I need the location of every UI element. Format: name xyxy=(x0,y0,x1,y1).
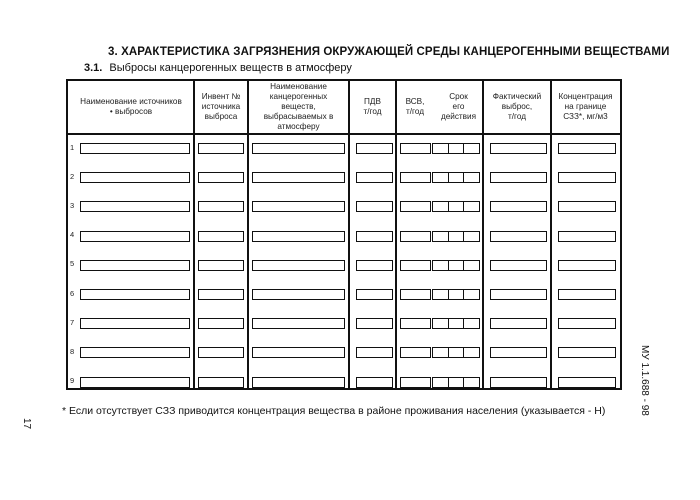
substance-name-field[interactable] xyxy=(252,231,345,242)
concentration-field[interactable] xyxy=(558,201,616,212)
validity-period-field[interactable] xyxy=(432,172,480,183)
date-segment[interactable] xyxy=(464,319,479,328)
footnote: * Если отсутствует СЗЗ приводится концентрация вещества в районе проживания населения (указывается - Н) xyxy=(62,405,606,417)
date-segment[interactable] xyxy=(449,202,465,211)
date-segment[interactable] xyxy=(449,261,465,270)
actual-emission-field[interactable] xyxy=(490,289,547,300)
pdv-field[interactable] xyxy=(356,347,393,358)
pdv-field[interactable] xyxy=(356,172,393,183)
vsv-field[interactable] xyxy=(400,377,431,388)
row-number: 9 xyxy=(70,376,75,386)
inventory-number-field[interactable] xyxy=(198,377,244,388)
concentration-field[interactable] xyxy=(558,231,616,242)
header-concentration: Концентрация на границе СЗЗ*, мг/м3 xyxy=(558,92,613,121)
vsv-field[interactable] xyxy=(400,143,431,154)
actual-emission-field[interactable] xyxy=(490,318,547,329)
vsv-field[interactable] xyxy=(400,231,431,242)
concentration-field[interactable] xyxy=(558,289,616,300)
pdv-field[interactable] xyxy=(356,143,393,154)
date-segment[interactable] xyxy=(433,144,449,153)
date-segment[interactable] xyxy=(449,173,465,182)
substance-name-field[interactable] xyxy=(252,143,345,154)
date-segment[interactable] xyxy=(433,319,449,328)
row-number: 7 xyxy=(70,317,75,327)
concentration-field[interactable] xyxy=(558,318,616,329)
row-number: 5 xyxy=(70,259,75,269)
subsection-number: 3.1. xyxy=(84,62,103,74)
subsection-title: Выбросы канцерогенных веществ в атмосферу xyxy=(109,62,352,74)
vsv-field[interactable] xyxy=(400,347,431,358)
header-substance-name: Наименование канцерогенных веществ, выбрасываемых в атмосферу xyxy=(263,82,334,131)
row-number: 2 xyxy=(70,171,75,181)
emissions-form-table xyxy=(66,79,622,390)
actual-emission-field[interactable] xyxy=(490,377,547,388)
validity-period-field[interactable] xyxy=(432,289,480,300)
validity-period-field[interactable] xyxy=(432,143,480,154)
source-name-field[interactable] xyxy=(80,231,190,242)
vsv-field[interactable] xyxy=(400,172,431,183)
validity-period-field[interactable] xyxy=(432,201,480,212)
row-number: 6 xyxy=(70,288,75,298)
vsv-field[interactable] xyxy=(400,260,431,271)
subsection-heading xyxy=(84,62,352,74)
date-segment[interactable] xyxy=(433,378,449,387)
date-segment[interactable] xyxy=(449,378,465,387)
pdv-field[interactable] xyxy=(356,260,393,271)
inventory-number-field[interactable] xyxy=(198,143,244,154)
substance-name-field[interactable] xyxy=(252,260,345,271)
inventory-number-field[interactable] xyxy=(198,201,244,212)
inventory-number-field[interactable] xyxy=(198,260,244,271)
validity-period-field[interactable] xyxy=(432,347,480,358)
concentration-field[interactable] xyxy=(558,260,616,271)
actual-emission-field[interactable] xyxy=(490,260,547,271)
substance-name-field[interactable] xyxy=(252,347,345,358)
actual-emission-field[interactable] xyxy=(490,201,547,212)
row-number: 4 xyxy=(70,230,75,240)
source-name-field[interactable] xyxy=(80,143,190,154)
date-segment[interactable] xyxy=(433,348,449,357)
document-code: МУ 1.1.688 - 98 xyxy=(639,345,650,416)
inventory-number-field[interactable] xyxy=(198,347,244,358)
vsv-field[interactable] xyxy=(400,289,431,300)
date-segment[interactable] xyxy=(464,290,479,299)
row-number: 3 xyxy=(70,200,75,210)
concentration-field[interactable] xyxy=(558,172,616,183)
date-segment[interactable] xyxy=(464,232,479,241)
validity-period-field[interactable] xyxy=(432,260,480,271)
vsv-field[interactable] xyxy=(400,201,431,212)
pdv-field[interactable] xyxy=(356,318,393,329)
section-title: 3. ХАРАКТЕРИСТИКА ЗАГРЯЗНЕНИЯ ОКРУЖАЮЩЕЙ СРЕДЫ КАНЦЕРОГЕННЫМИ ВЕЩЕСТВАМИ xyxy=(108,46,670,58)
date-segment[interactable] xyxy=(449,290,465,299)
concentration-field[interactable] xyxy=(558,377,616,388)
header-pdv: ПДВ т/год xyxy=(363,97,382,116)
header-validity-period: Срок его действия xyxy=(440,92,477,121)
date-segment[interactable] xyxy=(449,144,465,153)
date-segment[interactable] xyxy=(464,348,479,357)
header-source-name: Наименование источников • выбросов xyxy=(80,97,182,116)
pdv-field[interactable] xyxy=(356,377,393,388)
substance-name-field[interactable] xyxy=(252,377,345,388)
pdv-field[interactable] xyxy=(356,289,393,300)
actual-emission-field[interactable] xyxy=(490,143,547,154)
validity-period-field[interactable] xyxy=(432,231,480,242)
pdv-field[interactable] xyxy=(356,201,393,212)
date-segment[interactable] xyxy=(433,232,449,241)
inventory-number-field[interactable] xyxy=(198,318,244,329)
actual-emission-field[interactable] xyxy=(490,231,547,242)
source-name-field[interactable] xyxy=(80,201,190,212)
actual-emission-field[interactable] xyxy=(490,347,547,358)
date-segment[interactable] xyxy=(449,348,465,357)
date-segment[interactable] xyxy=(464,202,479,211)
header-inventory-number: Инвент № источника выброса xyxy=(201,92,241,121)
pdv-field[interactable] xyxy=(356,231,393,242)
date-segment[interactable] xyxy=(449,319,465,328)
inventory-number-field[interactable] xyxy=(198,289,244,300)
date-segment[interactable] xyxy=(433,261,449,270)
date-segment[interactable] xyxy=(433,202,449,211)
substance-name-field[interactable] xyxy=(252,201,345,212)
date-segment[interactable] xyxy=(433,290,449,299)
inventory-number-field[interactable] xyxy=(198,231,244,242)
actual-emission-field[interactable] xyxy=(490,172,547,183)
source-name-field[interactable] xyxy=(80,377,190,388)
source-name-field[interactable] xyxy=(80,347,190,358)
substance-name-field[interactable] xyxy=(252,172,345,183)
header-actual-emission: Фактический выброс, т/год xyxy=(492,92,542,121)
source-name-field[interactable] xyxy=(80,318,190,329)
date-segment[interactable] xyxy=(449,232,465,241)
substance-name-field[interactable] xyxy=(252,289,345,300)
row-number: 1 xyxy=(70,142,75,152)
inventory-number-field[interactable] xyxy=(198,172,244,183)
header-divider xyxy=(68,133,620,135)
substance-name-field[interactable] xyxy=(252,318,345,329)
row-number: 8 xyxy=(70,346,75,356)
date-segment[interactable] xyxy=(464,144,479,153)
concentration-field[interactable] xyxy=(558,347,616,358)
date-segment[interactable] xyxy=(464,173,479,182)
validity-period-field[interactable] xyxy=(432,377,480,388)
date-segment[interactable] xyxy=(464,378,479,387)
source-name-field[interactable] xyxy=(80,289,190,300)
date-segment[interactable] xyxy=(433,173,449,182)
source-name-field[interactable] xyxy=(80,172,190,183)
validity-period-field[interactable] xyxy=(432,318,480,329)
vsv-field[interactable] xyxy=(400,318,431,329)
concentration-field[interactable] xyxy=(558,143,616,154)
page-number: 17 xyxy=(21,418,32,430)
header-vsv: ВСВ, т/год xyxy=(405,97,425,116)
date-segment[interactable] xyxy=(464,261,479,270)
source-name-field[interactable] xyxy=(80,260,190,271)
